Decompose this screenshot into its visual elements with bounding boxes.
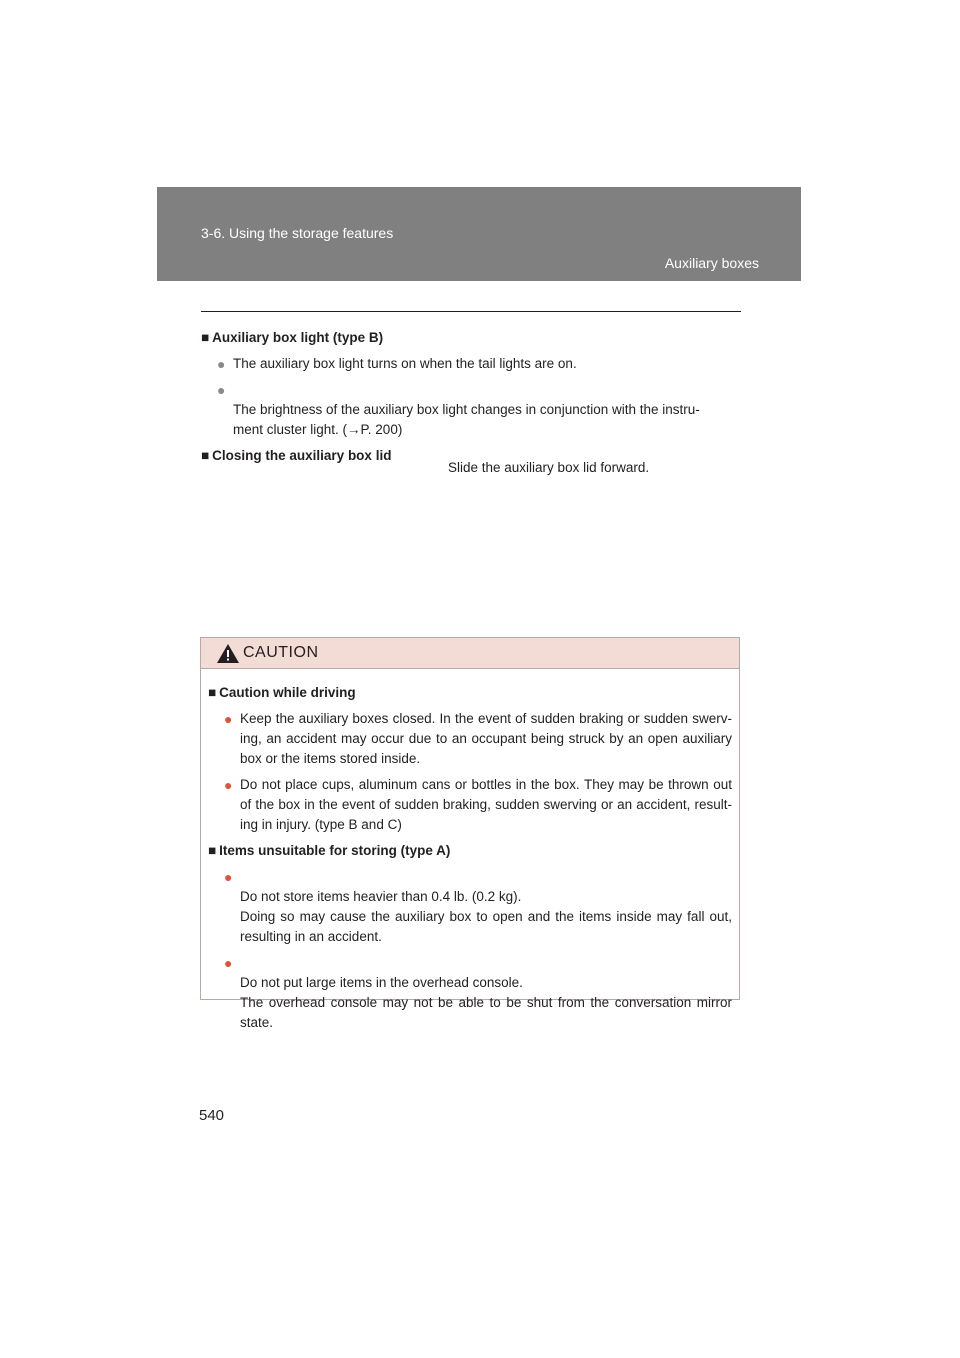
caution-header [201, 638, 739, 669]
list-item: ● Do not store items heavier than 0.4 lb. (0.2 kg). Doing so may cause the auxiliary box to open and the items inside may fall out, resulting in an accident. [224, 869, 732, 944]
chapter-title: Auxiliary boxes [664, 255, 759, 271]
square-bullet-icon: ■ [208, 685, 217, 700]
caution-title: CAUTION [243, 644, 319, 661]
round-bullet-icon: ● [217, 382, 226, 398]
caution-body [201, 669, 739, 1033]
list-item: ● Do not put large items in the overhead console. The overhead console may not be able to be shut from the conversation mirror state. [224, 955, 732, 1030]
section-heading: ■ Auxiliary box light (type B) [201, 330, 384, 345]
square-bullet-icon: ■ [201, 448, 210, 463]
round-bullet-icon: ● [224, 777, 233, 793]
square-bullet-icon: ■ [201, 330, 210, 345]
divider [201, 311, 741, 312]
main-content [201, 328, 741, 466]
page-header [157, 187, 801, 281]
list-item: ● Keep the auxiliary boxes closed. In the event of sudden braking or sudden swerv-ing, an accident may occur due to an occupant being struck by an open auxiliary box or the items stored inside. [224, 711, 732, 766]
list-item: ● The auxiliary box light turns on when the tail lights are on. [217, 356, 577, 372]
list-item: ● Do not place cups, aluminum cans or bottles in the box. They may be thrown out of the box in the event of sudden braking, sudden swerving or an accident, result-ing in injury. (type B and C) [224, 777, 732, 832]
square-bullet-icon: ■ [208, 843, 217, 858]
caution-heading: ■ Items unsuitable for storing (type A) [208, 843, 451, 858]
instruction-text: Slide the auxiliary box lid forward. [448, 460, 650, 475]
caution-heading: ■ Caution while driving [208, 685, 356, 700]
list-item: ● The brightness of the auxiliary box light changes in conjunction with the instru- ment cluster light. (→P. 200) [217, 382, 700, 437]
section-heading: ■ Closing the auxiliary box lid [201, 448, 392, 463]
warning-triangle-icon [217, 644, 239, 663]
round-bullet-icon: ● [224, 711, 233, 727]
round-bullet-icon: ● [217, 356, 226, 372]
round-bullet-icon: ● [224, 869, 233, 885]
section-title: 3-6. Using the storage features [201, 225, 394, 241]
caution-box [200, 637, 740, 1030]
page-number: 540 [199, 1107, 225, 1124]
round-bullet-icon: ● [224, 955, 233, 971]
